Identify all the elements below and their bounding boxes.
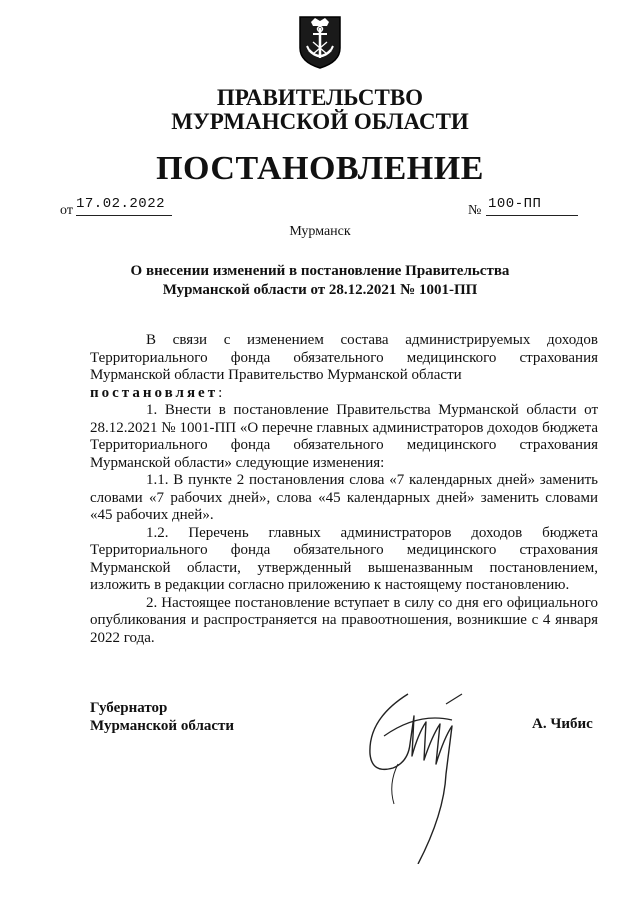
intro-paragraph bbox=[90, 332, 598, 385]
position-line1: Губернатор bbox=[90, 700, 168, 716]
document-type-title: ПОСТАНОВЛЕНИЕ bbox=[156, 150, 484, 187]
date-underline bbox=[76, 215, 172, 216]
paragraph-1: 1. Внести в постановление Правительства Мурманской области от 28.12.2021 № 1001-ПП «О перечне главных администраторов доходов бюджета Территориального фонда обязательного медицинского страхования Мурманской области» следующие изменения: bbox=[90, 402, 598, 471]
number-underline bbox=[486, 215, 578, 216]
city-name: Мурманск bbox=[289, 224, 351, 239]
paragraph-1-2: 1.2. Перечень главных администраторов доходов бюджета Территориального фонда обязательного медицинского страхования Мурманской области, утвержденный вышеназванным постановлением, изложить в редакции согласно приложению к настоящему постановлению. bbox=[90, 524, 598, 593]
document-body bbox=[90, 332, 598, 647]
document-date: 17.02.2022 bbox=[76, 196, 166, 212]
document-number: 100-ПП bbox=[488, 196, 542, 212]
signatory-name: А. Чибис bbox=[532, 716, 593, 732]
handwritten-signature bbox=[348, 664, 478, 864]
decree-colon: : bbox=[218, 384, 223, 401]
subject-line2: Мурманской области от 28.12.2021 № 1001-ПП bbox=[162, 282, 478, 298]
date-prefix: от bbox=[60, 203, 73, 218]
position-line2: Мурманской области bbox=[90, 718, 235, 734]
number-prefix: № bbox=[468, 203, 482, 218]
decree-word: постановляет bbox=[90, 384, 219, 401]
subject-line1: О внесении изменений в постановление Правительства bbox=[130, 263, 510, 279]
coat-of-arms-icon bbox=[297, 14, 343, 70]
document-subject bbox=[90, 262, 550, 300]
org-name-line1: ПРАВИТЕЛЬСТВО bbox=[216, 85, 424, 110]
decree-line bbox=[90, 385, 598, 403]
intro-text: В связи с изменением состава администрируемых доходов Территориального фонда обязательного медицинского страхования Мурманской области Правительство Мурманской области bbox=[90, 332, 598, 383]
org-name-line2: МУРМАНСКОЙ ОБЛАСТИ bbox=[171, 109, 469, 134]
paragraph-1-1: 1.1. В пункте 2 постановления слова «7 календарных дней» заменить словами «7 рабочих дней», слова «45 календарных дней» заменить словами «45 рабочих дней». bbox=[90, 472, 598, 523]
paragraph-2: 2. Настоящее постановление вступает в силу со дня его официального опубликования и распространяется на правоотношения, возникшие с 4 января 2022 года. bbox=[90, 594, 598, 646]
signatory-position bbox=[90, 699, 234, 735]
